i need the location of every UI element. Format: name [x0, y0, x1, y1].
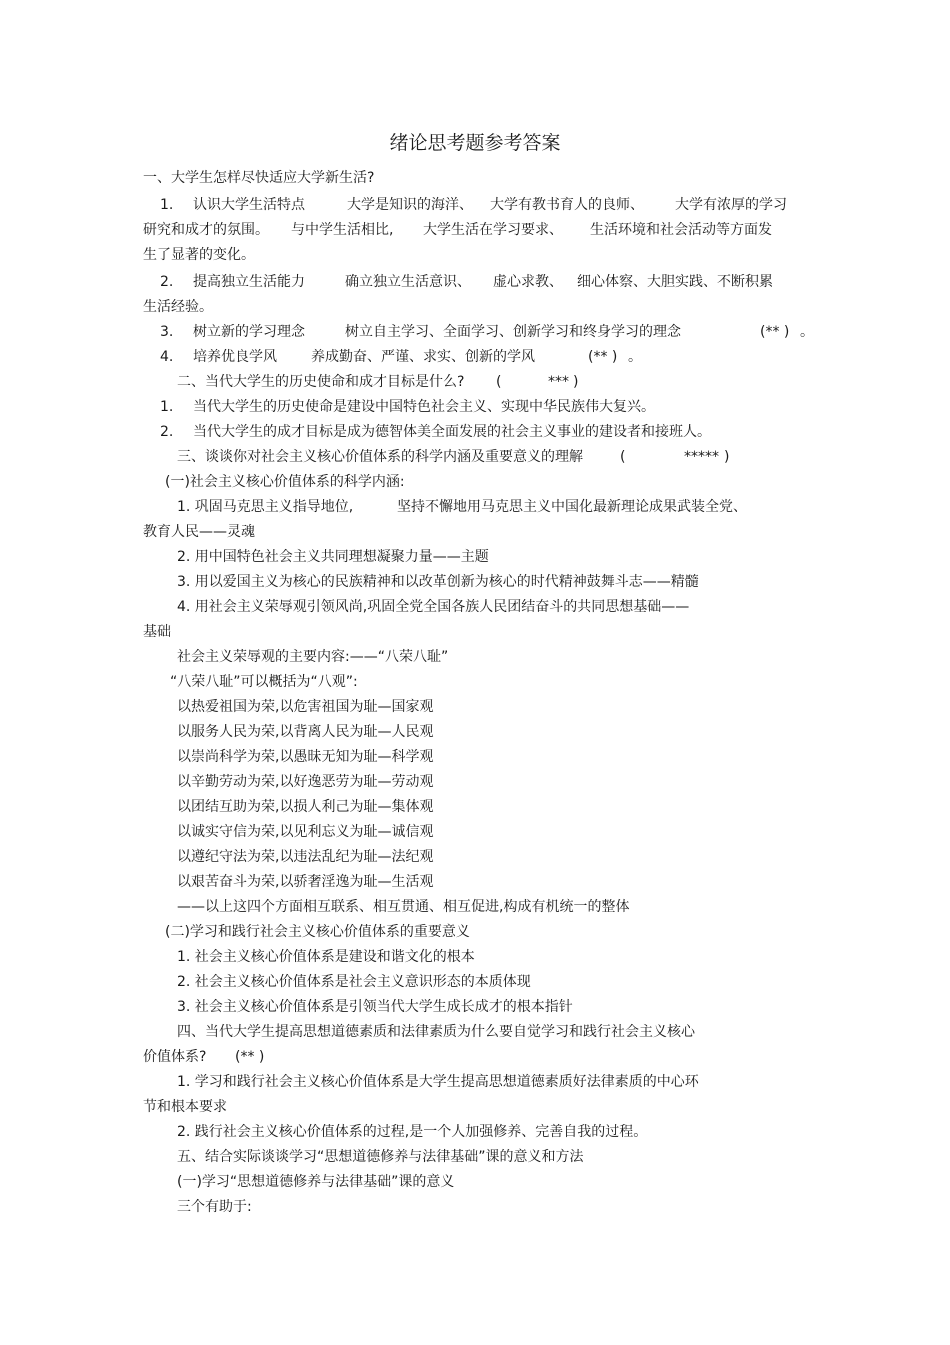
text-segment: “八荣八耻”可以概括为“八观”: — [170, 674, 358, 690]
text-line — [0, 297, 950, 322]
text-line — [0, 397, 950, 422]
text-segment: *** — [548, 374, 569, 390]
text-line — [0, 422, 950, 447]
text-segment: 当代大学生的历史使命是建设中国特色社会主义、实现中华民族伟大复兴。 — [193, 399, 655, 415]
text-line — [0, 847, 950, 872]
text-segment: 。 — [628, 349, 642, 365]
text-line — [0, 245, 950, 270]
text-segment: (一)学习“思想道德修养与法律基础”课的意义 — [177, 1174, 455, 1190]
text-segment: ( — [620, 449, 626, 465]
document-title: 绪论思考题参考答案 — [389, 132, 561, 154]
text-segment: 社会主义荣辱观的主要内容:——“八荣八耻” — [177, 649, 449, 665]
text-segment: 细心体察、大胆实践、不断积累 — [577, 274, 773, 290]
text-segment: 2. — [160, 274, 174, 290]
text-line — [0, 872, 950, 897]
text-segment: 一、大学生怎样尽快适应大学新生活? — [143, 170, 375, 186]
text-segment: 生了显著的变化。 — [143, 247, 255, 263]
text-segment: ***** — [684, 449, 719, 465]
text-line — [0, 347, 950, 372]
text-line — [0, 1022, 950, 1047]
text-segment: (** ) — [588, 349, 618, 365]
text-line — [0, 672, 950, 697]
text-line — [0, 168, 950, 193]
text-line — [0, 1047, 950, 1072]
text-line — [0, 497, 950, 522]
text-line — [0, 772, 950, 797]
text-line — [0, 220, 950, 245]
text-line — [0, 272, 950, 297]
text-segment: 当代大学生的成才目标是成为德智体美全面发展的社会主义事业的建设者和接班人。 — [193, 424, 711, 440]
text-line — [0, 697, 950, 722]
text-line — [0, 972, 950, 997]
text-segment: ) — [573, 374, 579, 390]
text-segment: 生活环境和社会活动等方面发 — [590, 222, 772, 238]
text-segment: 3. 用以爱国主义为核心的民族精神和以改革创新为核心的时代精神鼓舞斗志——精髓 — [177, 574, 699, 590]
text-segment: 坚持不懈地用马克思主义中国化最新理论成果武装全党、 — [397, 499, 747, 515]
text-line — [0, 1122, 950, 1147]
text-segment: 确立独立生活意识、 — [345, 274, 471, 290]
text-segment: 大学生活在学习要求、 — [423, 222, 563, 238]
text-line — [0, 922, 950, 947]
text-line — [0, 372, 950, 397]
text-line — [0, 322, 950, 347]
text-line — [0, 947, 950, 972]
text-segment: 3. — [160, 324, 174, 340]
text-segment: 大学有浓厚的学习 — [675, 197, 787, 213]
text-line — [0, 447, 950, 472]
text-segment: 认识大学生活特点 — [193, 197, 305, 213]
text-line — [0, 822, 950, 847]
text-segment: 二、当代大学生的历史使命和成才目标是什么? — [177, 374, 465, 390]
text-segment: 2. 用中国特色社会主义共同理想凝聚力量——主题 — [177, 549, 489, 565]
text-segment: 以艰苦奋斗为荣,以骄奢淫逸为耻—生活观 — [177, 874, 434, 890]
text-segment: 以遵纪守法为荣,以违法乱纪为耻—法纪观 — [177, 849, 434, 865]
text-segment: 2. — [160, 424, 174, 440]
text-segment: 提高独立生活能力 — [193, 274, 305, 290]
text-line — [0, 1172, 950, 1197]
text-line — [0, 1072, 950, 1097]
text-segment: 1. 学习和践行社会主义核心价值体系是大学生提高思想道德素质好法律素质的中心环 — [177, 1074, 699, 1090]
text-segment: 四、当代大学生提高思想道德素质和法律素质为什么要自觉学习和践行社会主义核心 — [177, 1024, 695, 1040]
text-segment: 1. 社会主义核心价值体系是建设和谐文化的根本 — [177, 949, 475, 965]
text-line — [0, 547, 950, 572]
text-segment: 树立新的学习理念 — [193, 324, 305, 340]
text-segment: 以服务人民为荣,以背离人民为耻—人民观 — [177, 724, 434, 740]
text-segment: (一)社会主义核心价值体系的科学内涵: — [165, 474, 405, 490]
text-segment: (** ) — [760, 324, 790, 340]
text-segment: 4. 用社会主义荣辱观引领风尚,巩固全党全国各族人民团结奋斗的共同思想基础—— — [177, 599, 690, 615]
text-segment: 价值体系? — [143, 1049, 207, 1065]
text-segment: 教育人民——灵魂 — [143, 524, 255, 540]
text-line — [0, 472, 950, 497]
text-segment: 1. — [160, 197, 174, 213]
text-line — [0, 747, 950, 772]
text-segment: 树立自主学习、全面学习、创新学习和终身学习的理念 — [345, 324, 681, 340]
text-segment: 三、谈谈你对社会主义核心价值体系的科学内涵及重要意义的理解 — [177, 449, 583, 465]
text-segment: 以辛勤劳动为荣,以好逸恶劳为耻—劳动观 — [177, 774, 434, 790]
text-segment: (二)学习和践行社会主义核心价值体系的重要意义 — [165, 924, 470, 940]
text-segment: 以热爱祖国为荣,以危害祖国为耻—国家观 — [177, 699, 434, 715]
text-segment: 生活经验。 — [143, 299, 213, 315]
text-line — [0, 622, 950, 647]
text-line — [0, 522, 950, 547]
text-line — [0, 572, 950, 597]
text-line — [0, 897, 950, 922]
text-segment: 大学有教书育人的良师、 — [490, 197, 644, 213]
text-segment: 大学是知识的海洋、 — [347, 197, 473, 213]
text-segment: 以崇尚科学为荣,以愚昧无知为耻—科学观 — [177, 749, 434, 765]
text-segment: 3. 社会主义核心价值体系是引领当代大学生成长成才的根本指针 — [177, 999, 573, 1015]
text-segment: 节和根本要求 — [143, 1099, 227, 1115]
text-segment: ( — [496, 374, 502, 390]
text-line — [0, 597, 950, 622]
text-line — [0, 195, 950, 220]
text-segment: 2. 社会主义核心价值体系是社会主义意识形态的本质体现 — [177, 974, 531, 990]
text-segment: (** ) — [235, 1049, 265, 1065]
text-segment: 培养优良学风 — [193, 349, 277, 365]
text-segment: 基础 — [143, 624, 171, 640]
text-segment: 以团结互助为荣,以损人利己为耻—集体观 — [177, 799, 434, 815]
text-segment: 1. 巩固马克思主义指导地位, — [177, 499, 354, 515]
text-segment: 与中学生活相比, — [291, 222, 394, 238]
text-line — [0, 1197, 950, 1222]
text-segment: 以诚实守信为荣,以见利忘义为耻—诚信观 — [177, 824, 434, 840]
text-segment: 。 — [800, 324, 814, 340]
text-segment: 虚心求教、 — [493, 274, 563, 290]
text-line — [0, 1147, 950, 1172]
text-segment: 五、结合实际谈谈学习“思想道德修养与法律基础”课的意义和方法 — [177, 1149, 584, 1165]
text-line — [0, 1097, 950, 1122]
text-line — [0, 722, 950, 747]
text-segment: 1. — [160, 399, 174, 415]
text-segment: 三个有助于: — [177, 1199, 252, 1215]
text-segment: 研究和成才的氛围。 — [143, 222, 269, 238]
text-segment: 2. 践行社会主义核心价值体系的过程,是一个人加强修养、完善自我的过程。 — [177, 1124, 648, 1140]
text-segment: ——以上这四个方面相互联系、相互贯通、相互促进,构成有机统一的整体 — [177, 899, 630, 915]
text-line — [0, 797, 950, 822]
text-segment: ) — [724, 449, 730, 465]
text-segment: 养成勤奋、严谨、求实、创新的学风 — [311, 349, 535, 365]
text-segment: 4. — [160, 349, 174, 365]
text-line — [0, 997, 950, 1022]
text-line — [0, 647, 950, 672]
